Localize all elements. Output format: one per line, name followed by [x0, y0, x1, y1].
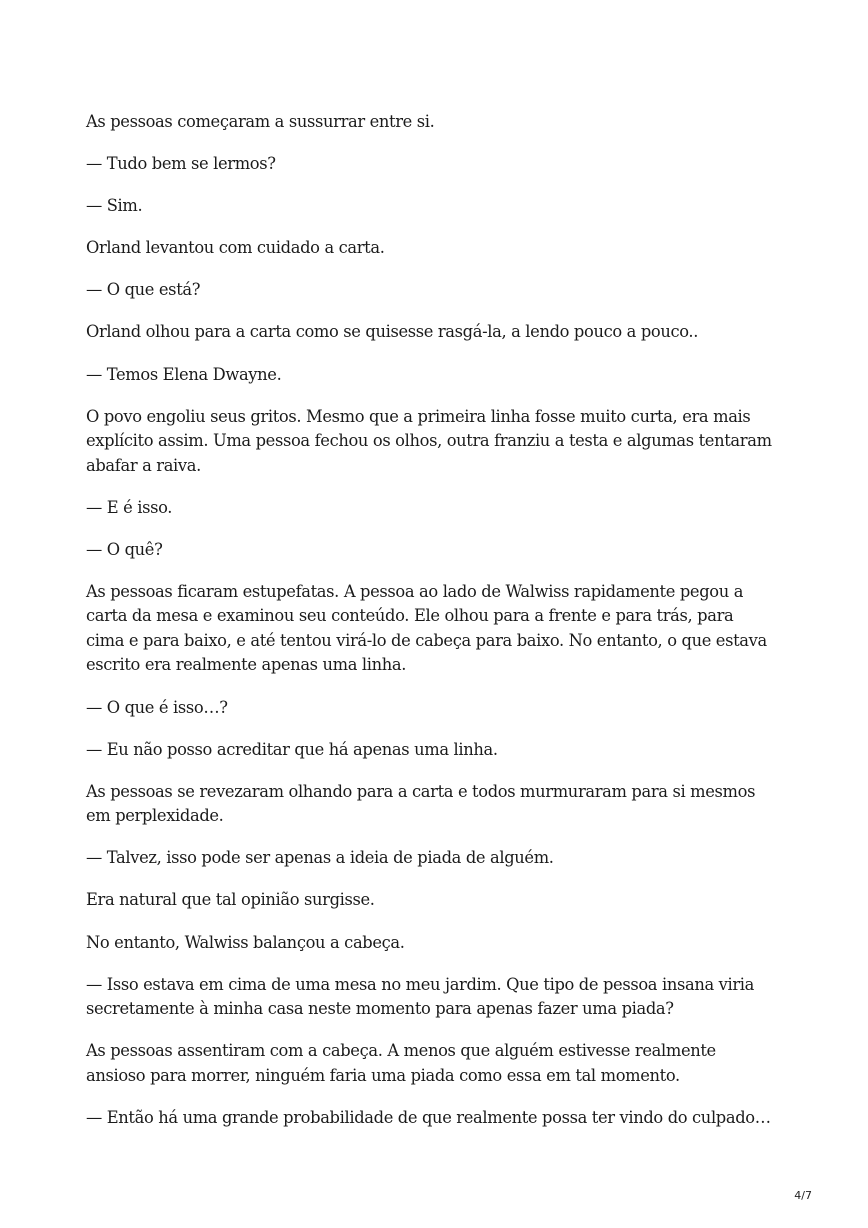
paragraph: — Temos Elena Dwayne. — [86, 364, 282, 384]
page-number: 4/7 — [794, 1189, 812, 1202]
document-body — [86, 110, 776, 1148]
paragraph: — Isso estava em cima de uma mesa no meu jardim. Que tipo de pessoa insana viria secretamente à minha casa neste momento para apenas fazer uma piada? — [86, 974, 755, 1019]
paragraph: — E é isso. — [86, 497, 173, 517]
paragraph: — Então há uma grande probabilidade de que realmente possa ter vindo do culpado… — [86, 1107, 771, 1127]
paragraph: As pessoas ficaram estupefatas. A pessoa ao lado de Walwiss rapidamente pegou a carta da mesa e examinou seu conteúdo. Ele olhou para a frente e para trás, para cima e para baixo, e até tentou virá-lo de cabeça para baixo. No entanto, o que estava escrito era realmente apenas uma linha. — [86, 581, 767, 675]
paragraph: — O que está? — [86, 280, 201, 300]
paragraph: — Tudo bem se lermos? — [86, 154, 276, 174]
paragraph: — Eu não posso acreditar que há apenas uma linha. — [86, 739, 498, 759]
paragraph: O povo engoliu seus gritos. Mesmo que a primeira linha fosse muito curta, era mais explícito assim. Uma pessoa fechou os olhos, outra franziu a testa e algumas tentaram abafar a raiva. — [86, 406, 772, 475]
paragraph: As pessoas se revezaram olhando para a carta e todos murmuraram para si mesmos em perplexidade. — [86, 781, 756, 826]
paragraph: — O quê? — [86, 539, 163, 559]
paragraph: Orland olhou para a carta como se quisesse rasgá-la, a lendo pouco a pouco.. — [86, 322, 699, 342]
paragraph: — O que é isso…? — [86, 697, 228, 717]
paragraph: — Talvez, isso pode ser apenas a ideia de piada de alguém. — [86, 848, 554, 868]
paragraph: As pessoas assentiram com a cabeça. A menos que alguém estivesse realmente ansioso para morrer, ninguém faria uma piada como essa em tal momento. — [86, 1041, 716, 1085]
paragraph: Era natural que tal opinião surgisse. — [86, 890, 375, 910]
paragraph: Orland levantou com cuidado a carta. — [86, 238, 385, 258]
paragraph: As pessoas começaram a sussurrar entre si. — [86, 112, 435, 131]
paragraph: No entanto, Walwiss balançou a cabeça. — [86, 932, 405, 952]
paragraph: — Sim. — [86, 196, 143, 216]
